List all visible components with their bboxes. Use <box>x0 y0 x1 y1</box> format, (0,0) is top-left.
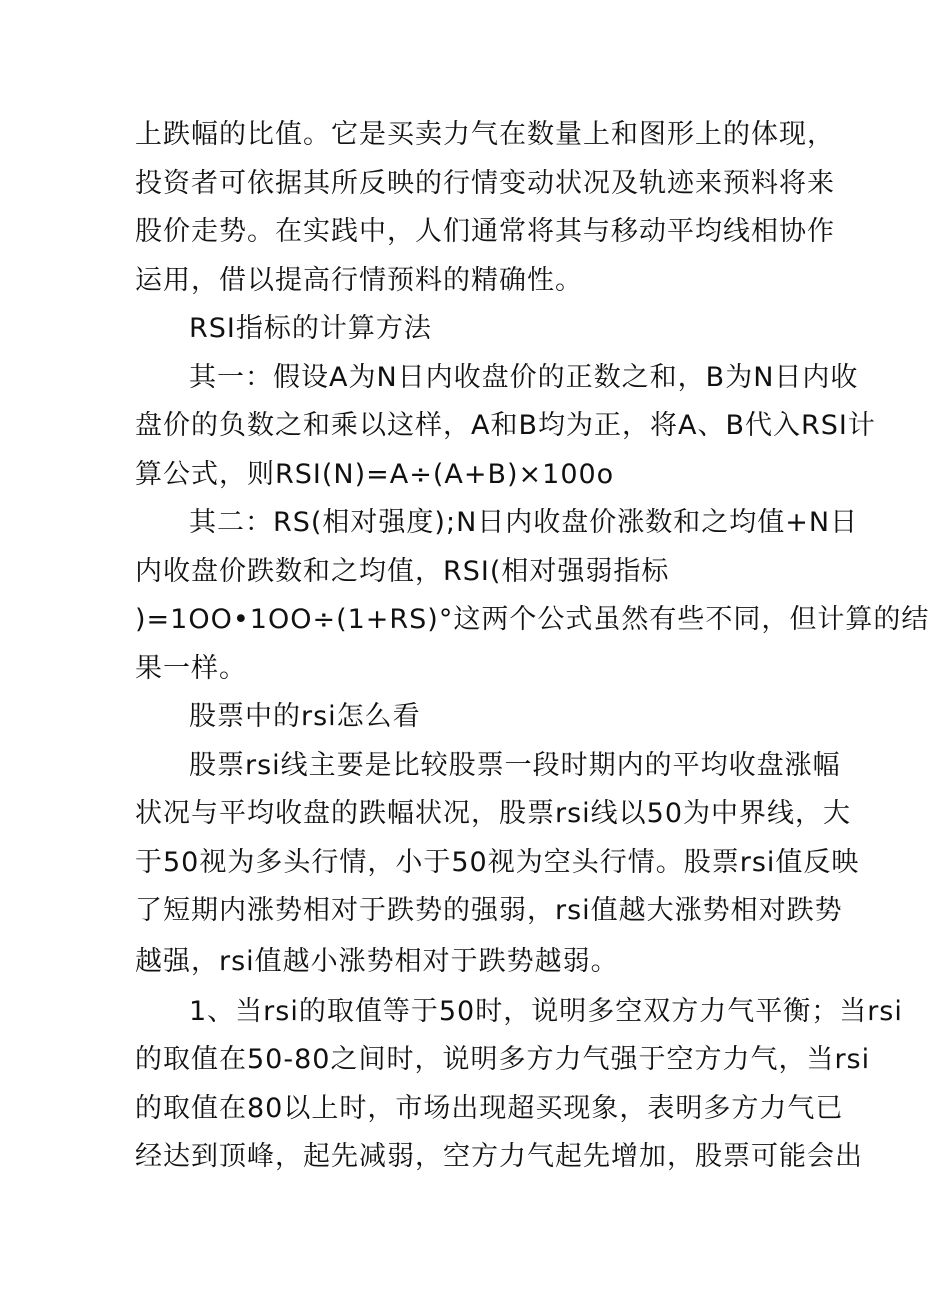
text-line: 了短期内涨势相对于跌势的强弱，rsi值越大涨势相对跌势 <box>135 895 843 926</box>
text-line: 上跌幅的比值。它是买卖力气在数量上和图形上的体现， <box>135 119 835 150</box>
text-line: 越强，rsi值越小涨势相对于跌势越弱。 <box>135 945 619 977</box>
text-line: 投资者可依据其所反映的行情变动状况及轨迹来预料将来 <box>135 167 835 199</box>
text-line: 于50视为多头行情，小于50视为空头行情。股票rsi值反映 <box>135 846 860 878</box>
text-line: 内收盘价跌数和之均值，RSI(相对强弱指标 <box>135 555 670 587</box>
section-heading: RSI指标的计算方法 <box>189 313 432 344</box>
text-line: 1、当rsi的取值等于50时，说明多空双方力气平衡；当rsi <box>189 995 903 1027</box>
text-line: 其二：RS(相对强度);N日内收盘价涨数和之均值+N日 <box>189 507 859 538</box>
text-line: )=1OO•1OO÷(1+RS)°这两个公式虽然有些不同，但计算的结 <box>135 604 929 635</box>
text-line: 的取值在80以上时，市场出现超买现象，表明多方力气已 <box>135 1092 844 1124</box>
text-line: 其一：假设A为N日内收盘价的正数之和，B为N日内收 <box>189 361 859 393</box>
text-line: 算公式，则RSI(N)=A÷(A+B)×100o <box>135 458 615 490</box>
text-line: 果一样。 <box>135 652 247 684</box>
text-line: 的取值在50-80之间时，说明多方力气强于空方力气，当rsi <box>135 1044 871 1075</box>
section-heading: 股票中的rsi怎么看 <box>189 701 421 732</box>
document-body <box>135 111 929 1182</box>
text-line: 股票rsi线主要是比较股票一段时期内的平均收盘涨幅 <box>189 749 841 781</box>
text-line: 状况与平均收盘的跌幅状况，股票rsi线以50为中界线，大 <box>135 798 852 829</box>
text-line: 经达到顶峰，起先减弱，空方力气起先增加，股票可能会出 <box>135 1141 863 1172</box>
text-line: 盘价的负数之和乘以这样，A和B均为正，将A、B代入RSI计 <box>135 410 876 441</box>
text-line: 运用，借以提高行情预料的精确性。 <box>135 264 583 296</box>
text-line: 股价走势。在实践中，人们通常将其与移动平均线相协作 <box>135 216 835 247</box>
